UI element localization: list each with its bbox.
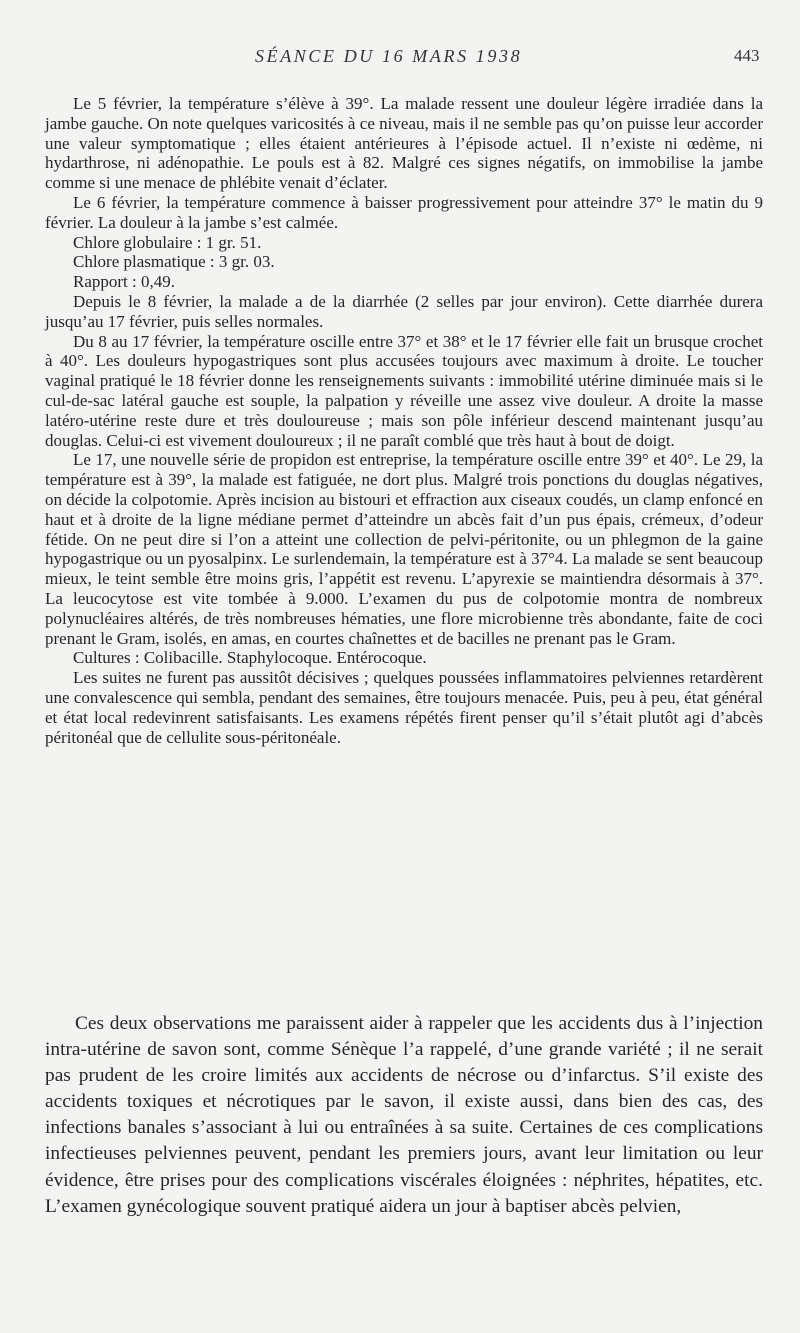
paragraph: Les suites ne furent pas aussitôt décisives ; quelques poussées inflammatoires pelviennes retardèrent une convalescence qui sembla, pendant des semaines, être toujours menacée. Puis, peu à peu, état général et état local redevinrent satisfaisants. Les examens répétés firent penser qu’il s’était plutôt agi d’abcès péritonéal que de cellulite sous-péritonéale.	[45, 668, 763, 747]
observation-text	[45, 94, 763, 747]
paragraph: Chlore globulaire : 1 gr. 51.	[73, 232, 262, 252]
paragraph: Le 17, une nouvelle série de propidon est entreprise, la température oscille entre 39° et 40°. Le 29, la température est à 39°, la malade est fatiguée, ne dort plus. Malgré trois ponctions du douglas négatives, on décide la colpotomie. Après incision au bistouri et effraction aux ciseaux coudés, un clamp enfoncé en haut et à droite de la ligne médiane permet d’atteindre un abcès fait d’un pus épais, crémeux, d’odeur fétide. On ne peut dire si l’on a atteint une collection de pelvi-péritonite, ou un phlegmon de la gaine hypogastrique ou un pyosalpinx. Le surlendemain, la température est à 37°4. La malade se sent beaucoup mieux, le teint semble être moins gris, l’appétit est revenu. L’apyrexie se maintiendra désormais à 37°. La leucocytose est vite tombée à 9.000. L’examen du pus de colpotomie montra de nombreux polynucléaires altérés, de très nombreuses hématies, une flore microbienne très abondante, faite de coci prenant le Gram, isolés, en amas, en courtes chaînettes et de bacilles ne prenant pas le Gram.	[45, 450, 763, 648]
paragraph: Le 6 février, la température commence à baisser progressivement pour atteindre 37° le matin du 9 février. La douleur à la jambe s’est calmée.	[45, 192, 763, 232]
paragraph: Le 5 février, la température s’élève à 39°. La malade ressent une douleur légère irradiée dans la jambe gauche. On note quelques varicosités à ce niveau, mais il ne semble pas qu’on puisse leur accorder une valeur symptomatique ; elles étaient antérieures à l’épisode actuel. Il n’existe ni œdème, ni hydarthrose, ni adénopathie. Le pouls est à 82. Malgré ces signes négatifs, on immobilise la jambe comme si une menace de phlébite venait d’éclater.	[45, 94, 763, 193]
paragraph: Chlore plasmatique : 3 gr. 03.	[73, 252, 275, 272]
paragraph: Depuis le 8 février, la malade a de la diarrhée (2 selles par jour environ). Cette diarrhée durera jusqu’au 17 février, puis selles normales.	[45, 291, 763, 331]
discussion-text	[45, 1011, 763, 1220]
running-title: SÉANCE DU 16 MARS 1938	[255, 46, 523, 66]
paragraph: Cultures : Colibacille. Staphylocoque. Entérocoque.	[73, 648, 427, 668]
page-number: 443	[734, 46, 760, 65]
paragraph: Rapport : 0,49.	[73, 272, 175, 292]
page-header	[0, 46, 800, 70]
paragraph: Ces deux observations me paraissent aider à rappeler que les accidents dus à l’injection intra-utérine de savon sont, comme Sénèque l’a rappelé, d’une grande variété ; il ne serait pas prudent de les croire limités aux accidents de nécrose ou d’infarctus. S’il existe des accidents toxiques et nécrotiques par le savon, il existe aussi, dans bien des cas, des infections banales s’associant à lui ou entraînées à sa suite. Certaines de ces complications infectieuses pelviennes peuvent, pendant les premiers jours, avant leur limitation ou leur évidence, être prises pour des complications viscérales éloignées : néphrites, hépatites, etc. L’examen gynécologique souvent pratiqué aidera un jour à baptiser abcès pelvien,	[45, 1013, 763, 1217]
paragraph: Du 8 au 17 février, la température oscille entre 37° et 38° et le 17 février elle fait un brusque crochet à 40°. Les douleurs hypogastriques sont plus accusées toujours avec maximum à droite. Le toucher vaginal pratiqué le 18 février donne les renseignements suivants : immobilité utérine diminuée mais si le cul-de-sac latéral gauche est souple, la palpation y réveille une assez vive douleur. A droite la masse latéro-utérine reste dure et très douloureuse ; mais son pôle inférieur descend maintenant jusqu’au douglas. Celui-ci est vivement douloureux ; il ne paraît comblé que très haut à bout de doigt.	[45, 331, 763, 450]
